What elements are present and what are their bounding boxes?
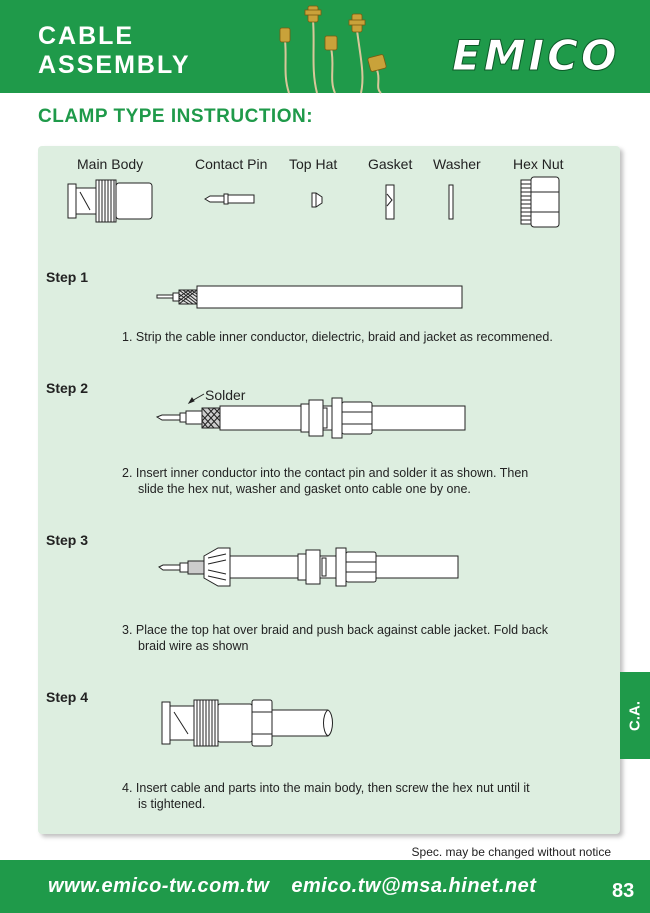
connector-photo-illustration	[265, 0, 405, 93]
step-1-text-line-1: 1. Strip the cable inner conductor, dielectric, braid and jacket as recommened.	[122, 330, 553, 344]
gasket-drawing	[385, 184, 395, 220]
step-1-cable-drawing	[156, 284, 466, 310]
part-label-main-body: Main Body	[77, 156, 144, 172]
step-3-text	[122, 622, 592, 654]
page-number: 83	[612, 880, 635, 902]
step-1-text	[122, 329, 592, 345]
heading-line-1: CABLE	[38, 22, 135, 50]
header-banner	[0, 0, 650, 93]
side-tab-label: C.A.	[626, 700, 644, 731]
step-1-label: Step 1	[46, 269, 89, 285]
spec-notice: Spec. may be changed without notice	[411, 845, 611, 859]
part-label-gasket: Gasket	[368, 156, 413, 172]
page-heading	[38, 22, 191, 80]
emico-logo: EMICO	[452, 31, 620, 80]
footer-banner	[0, 860, 650, 913]
step-4-text-line-2: is tightened.	[138, 797, 206, 811]
part-label-top-hat: Top Hat	[289, 156, 338, 172]
step-2-text	[122, 465, 592, 497]
footer-contact-links	[48, 875, 536, 898]
heading-line-2: ASSEMBLY	[38, 51, 191, 79]
step-3-text-line-1: 3. Place the top hat over braid and push back against cable jacket. Fold back	[122, 623, 548, 637]
chapter-side-tab[interactable]	[620, 672, 650, 759]
top-hat-drawing	[310, 192, 324, 208]
washer-drawing	[448, 184, 454, 220]
step-4-text-line-1: 4. Insert cable and parts into the main body, then screw the hex nut until it	[122, 781, 530, 795]
email-link[interactable]: emico.tw@msa.hinet.net	[291, 875, 537, 897]
part-label-contact-pin: Contact Pin	[195, 156, 268, 172]
step-2-label: Step 2	[46, 380, 89, 396]
main-body-drawing	[66, 178, 156, 224]
solder-callout: Solder	[205, 387, 246, 403]
part-label-washer: Washer	[433, 156, 481, 172]
step-2-text-line-2: slide the hex nut, washer and gasket onto cable one by one.	[138, 482, 471, 496]
step-3-assembly-drawing	[158, 544, 460, 590]
step-3-label: Step 3	[46, 532, 89, 548]
hex-nut-drawing	[519, 176, 563, 228]
step-3-text-line-2: braid wire as shown	[138, 639, 249, 653]
step-2-text-line-1: 2. Insert inner conductor into the contact pin and solder it as shown. Then	[122, 466, 529, 480]
step-4-text	[122, 780, 592, 812]
step-4-label: Step 4	[46, 689, 89, 705]
contact-pin-drawing	[204, 192, 256, 206]
step-2-assembly-drawing	[156, 388, 468, 446]
part-label-hex-nut: Hex Nut	[513, 156, 564, 172]
section-title: CLAMP TYPE INSTRUCTION:	[38, 106, 314, 127]
step-4-assembled-connector-drawing	[160, 694, 336, 752]
website-link[interactable]: www.emico-tw.com.tw	[48, 875, 270, 897]
